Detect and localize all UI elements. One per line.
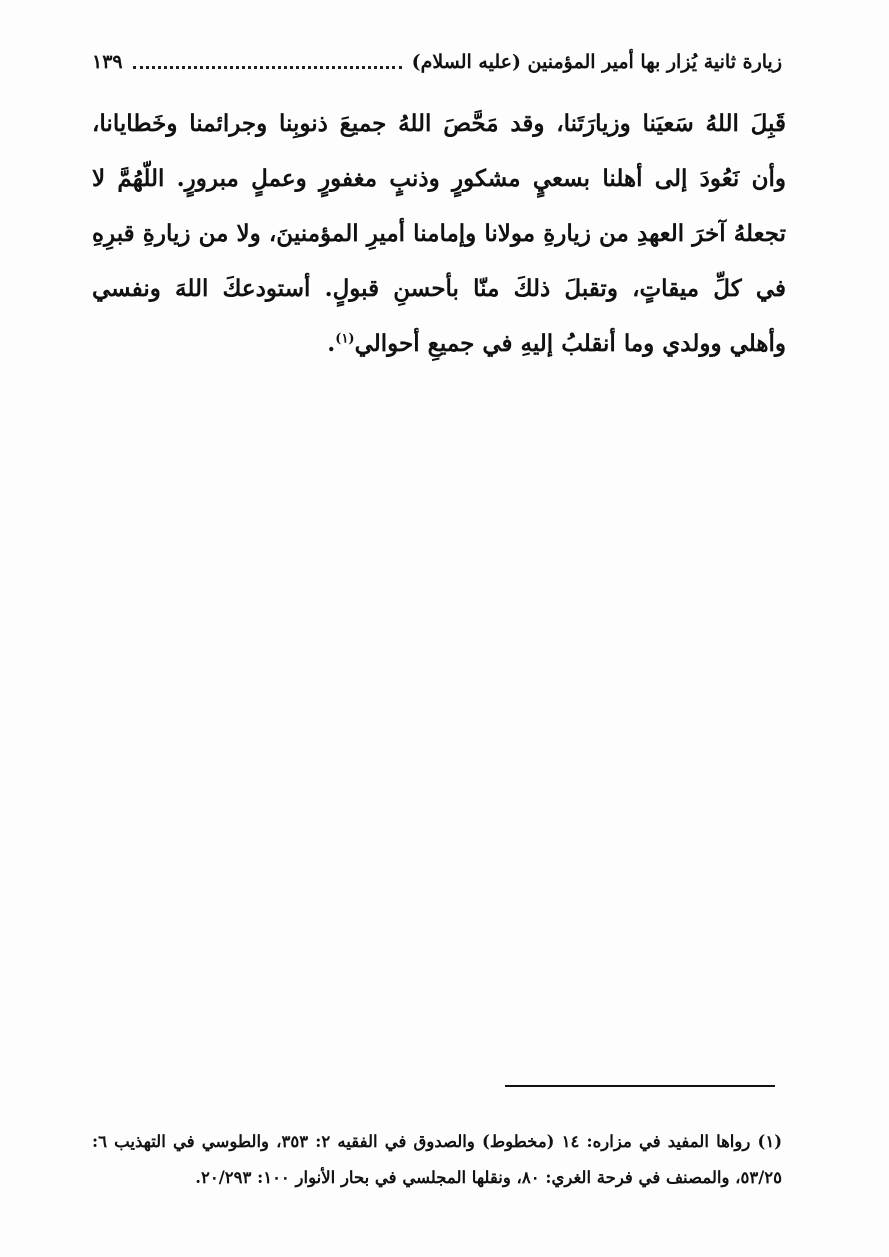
main-paragraph [92, 96, 786, 371]
footnote-separator [505, 1085, 775, 1087]
footnote-reference[interactable]: (١) [335, 331, 355, 347]
paragraph-text: قَبِلَ اللهُ سَعيَنا وزيارَتَنا، وقد مَحَّصَ اللهُ جميعَ ذنوبِنا وجرائمنا وخَطايانا، وأن نَعُودَ إلى أهلنا بسعيٍ مشكورٍ وذنبٍ مغفورٍ وعملٍ مبرورٍ. اللّهُمَّ لا تجعلهُ آخرَ العهدِ من زيارةِ مولانا وإمامنا أميرِ المؤمنينَ، ولا من زيارةِ قبرِهِ في كلِّ ميقاتٍ، وتقبلَ ذلكَ منّا بأحسنِ قبولٍ. أستودعكَ اللهَ ونفسي وأهلي وولدي وما أنقلبُ إليهِ في جميعِ أحوالي [92, 110, 786, 357]
running-header [92, 44, 782, 80]
footnote-block [92, 1124, 782, 1196]
page-number: ١٣٩ [92, 51, 123, 73]
body-paragraph [92, 96, 786, 371]
header-dot-leader [133, 66, 402, 69]
paragraph-end-mark: . [327, 330, 336, 357]
header-title: زيارة ثانية يُزار بها أمير المؤمنين (عليه السلام) [411, 51, 782, 73]
footnote-text: (١) رواها المفيد في مزاره: ١٤ (مخطوط) والصدوق في الفقيه ٢: ٣٥٣، والطوسي في التهذيب ٦: ٥٣/٢٥، والمصنف في فرحة الغري: ٨٠، ونقلها المجلسي في بحار الأنوار ١٠٠: ٢٠/٢٩٣. [92, 1132, 782, 1187]
